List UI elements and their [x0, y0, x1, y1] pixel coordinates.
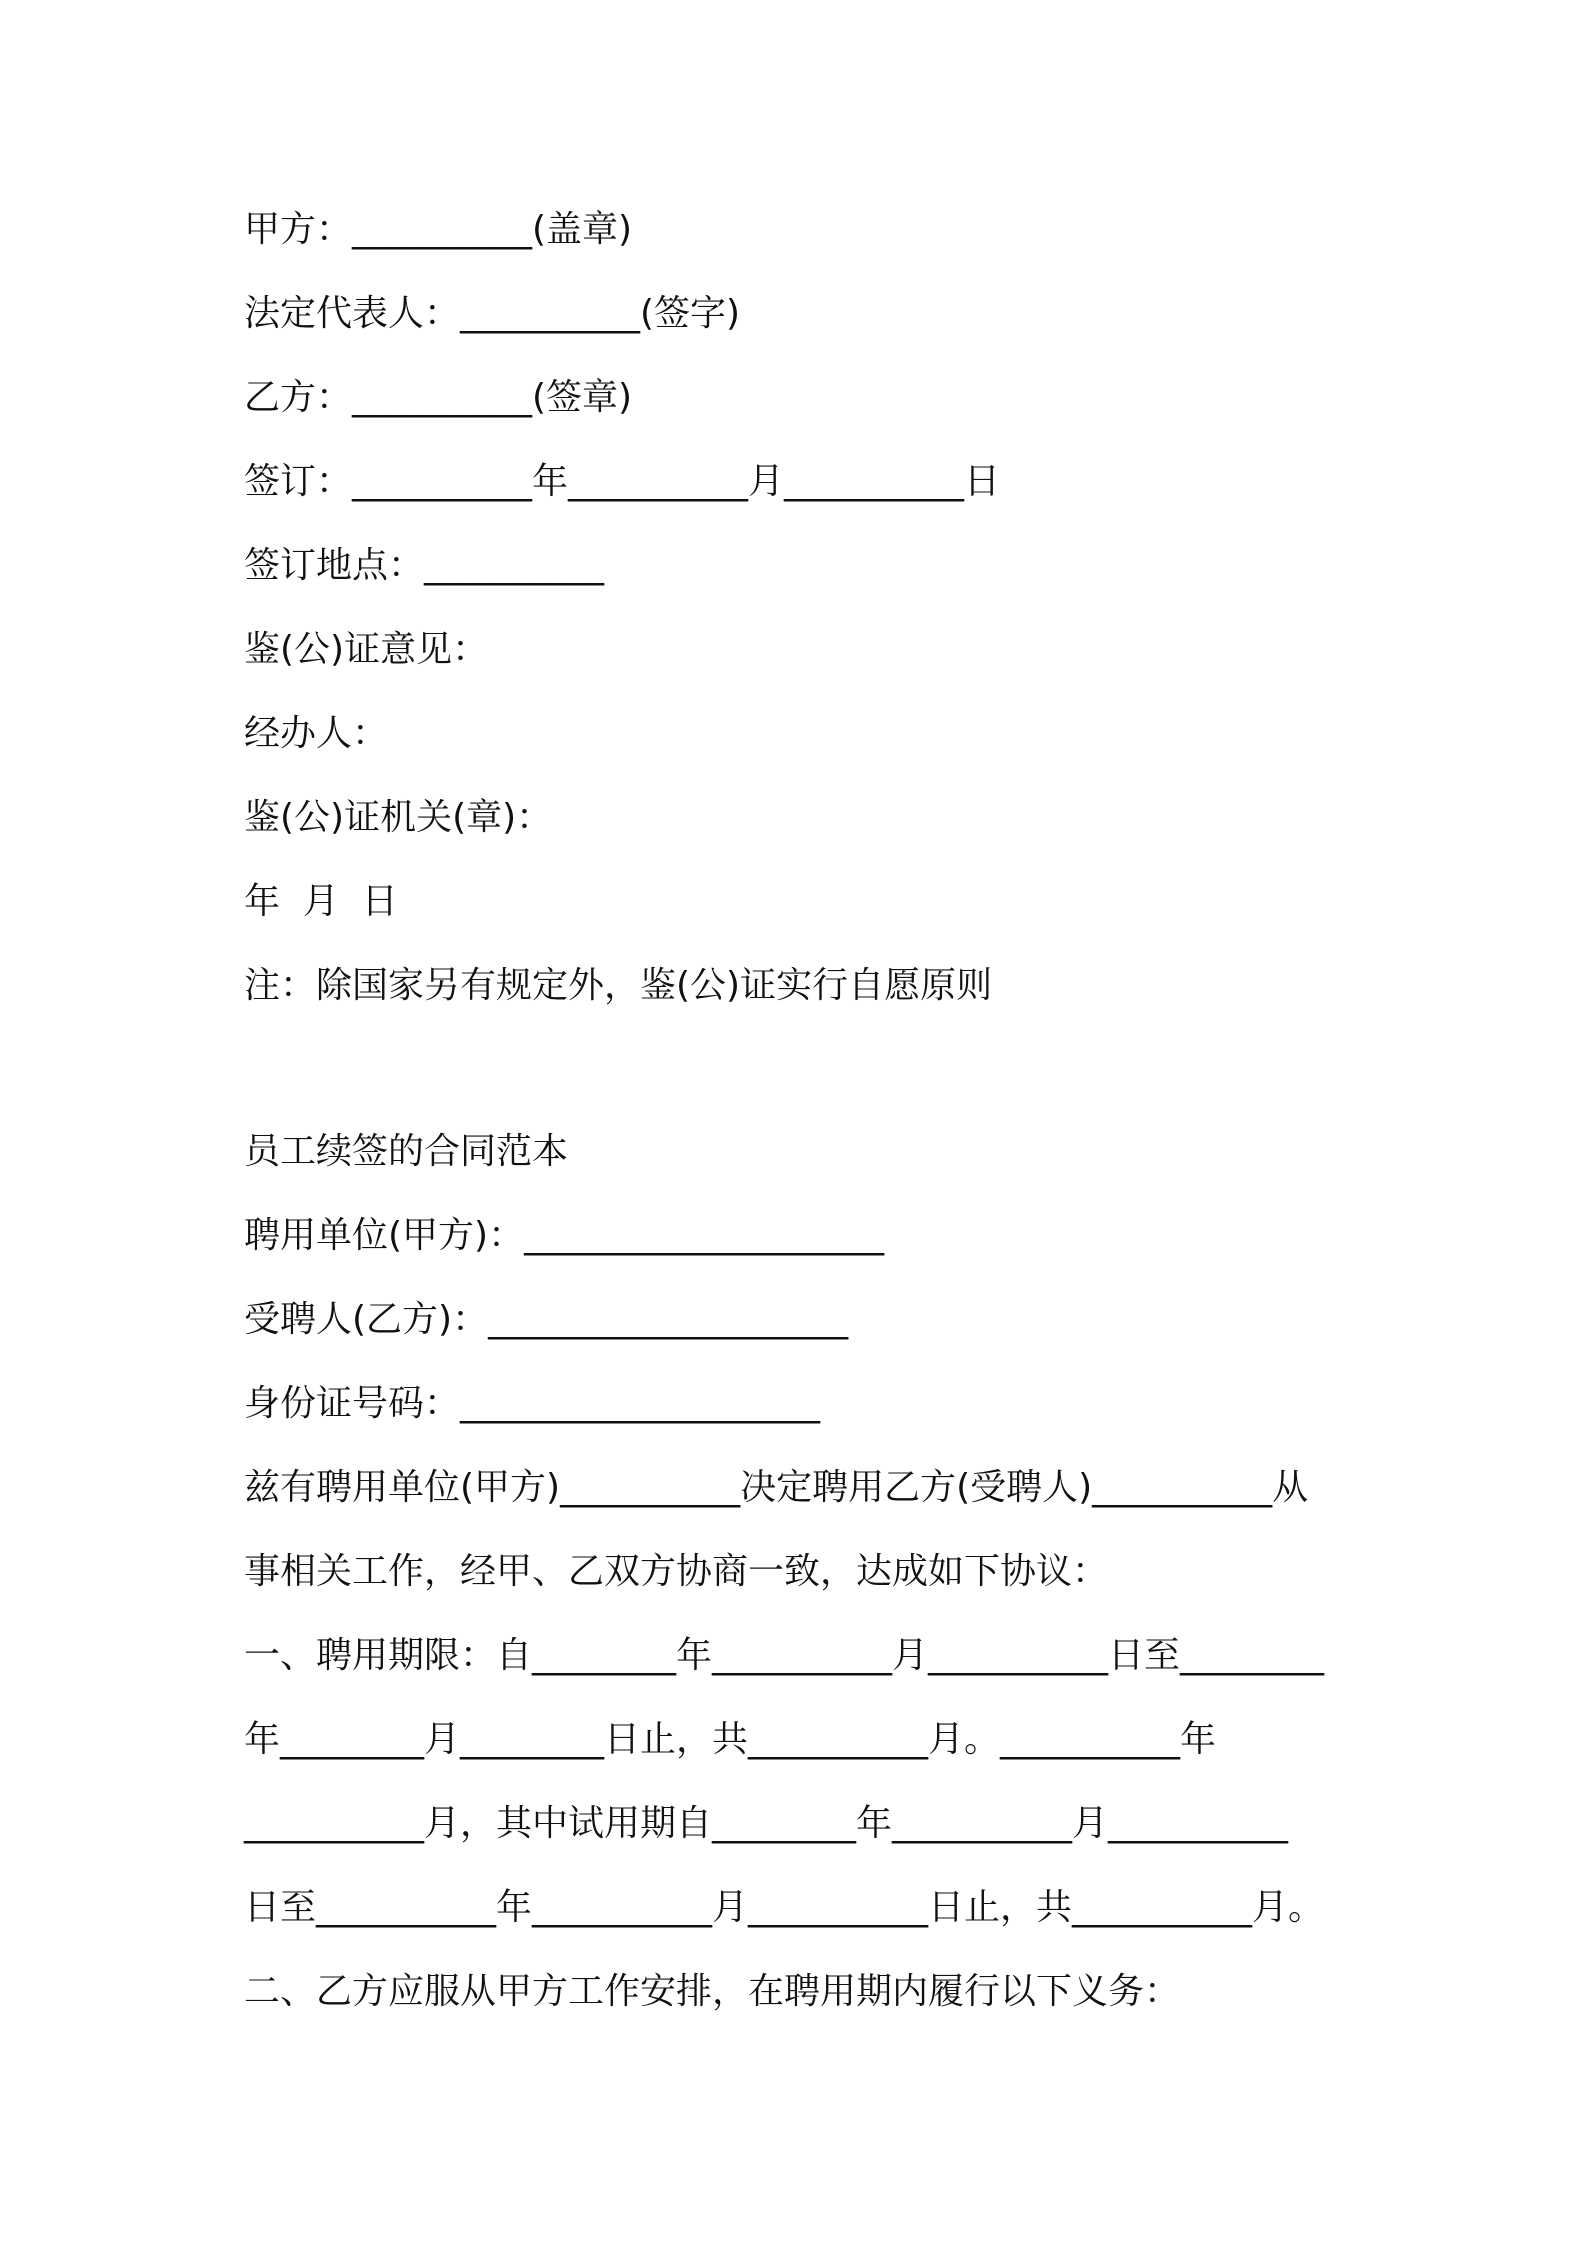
- intro-line-1: 兹有聘用单位(甲方)__________决定聘用乙方(受聘人)__________从: [244, 1467, 1309, 1508]
- term-line-3: __________月，其中试用期自________年__________月__________: [244, 1803, 1289, 1844]
- id-number-line: 身份证号码：____________________: [244, 1383, 821, 1424]
- sign-place-line: 签订地点：__________: [244, 545, 605, 586]
- contract-title: 员工续签的合同范本: [244, 1131, 569, 1172]
- legal-rep-line: 法定代表人：__________(签字): [244, 293, 741, 334]
- notary-office-line: 鉴(公)证机关(章)：: [244, 797, 553, 838]
- employer-line: 聘用单位(甲方)：____________________: [244, 1215, 885, 1256]
- party-b-line: 乙方：__________(签章): [244, 377, 633, 418]
- date-line: 年 月 日: [244, 881, 398, 922]
- notary-opinion-line: 鉴(公)证意见：: [244, 629, 489, 670]
- intro-line-2: 事相关工作，经甲、乙双方协商一致，达成如下协议：: [244, 1551, 1109, 1592]
- term-line-2: 年________月________日止，共__________月。__________年: [244, 1719, 1217, 1760]
- handler-line: 经办人：: [244, 713, 389, 754]
- sign-date-line: 签订：__________年__________月__________日: [244, 461, 1001, 502]
- party-a-line: 甲方：__________(盖章): [244, 209, 633, 250]
- duty-line: 二、乙方应服从甲方工作安排，在聘用期内履行以下义务：: [244, 1971, 1181, 2012]
- employee-line: 受聘人(乙方)：____________________: [244, 1299, 849, 1340]
- term-line-4: 日至__________年__________月__________日止，共__________月。: [244, 1887, 1325, 1928]
- term-line-1: 一、聘用期限：自________年__________月__________日至________: [244, 1635, 1325, 1676]
- note-line: 注：除国家另有规定外，鉴(公)证实行自愿原则: [244, 965, 993, 1006]
